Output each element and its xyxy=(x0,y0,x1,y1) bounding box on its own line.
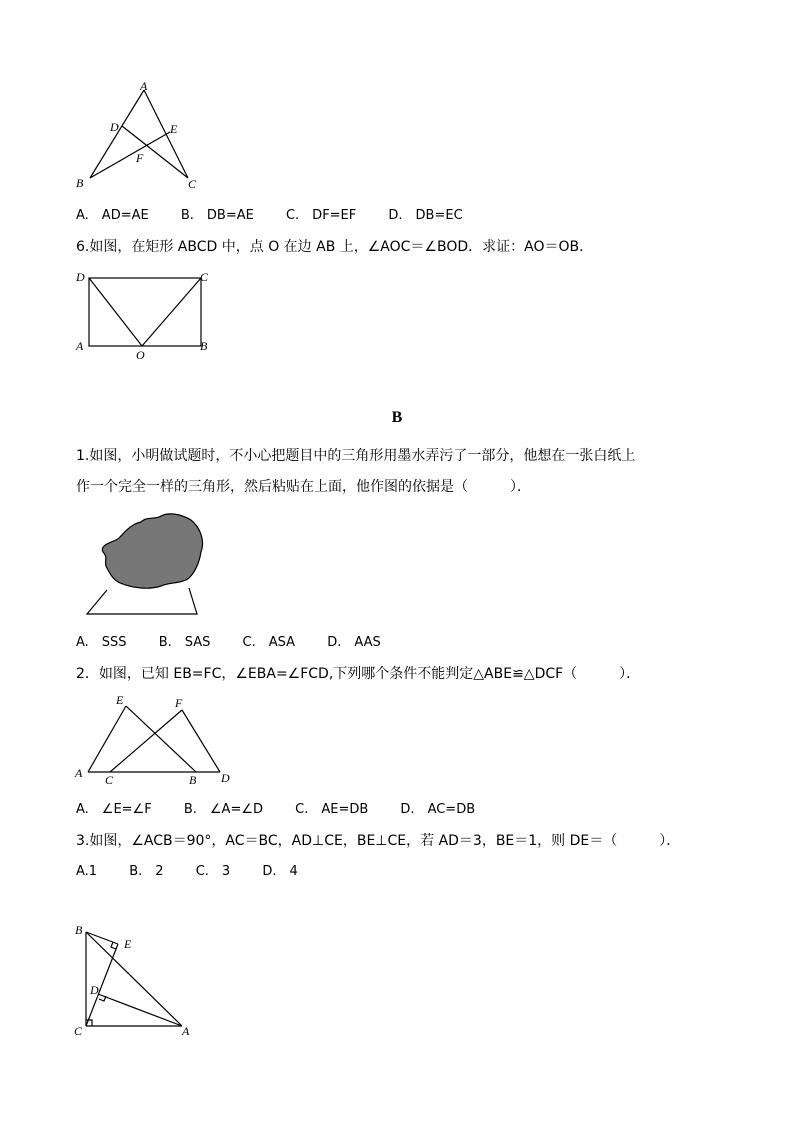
b2-option-b: B. ∠A=∠D xyxy=(183,802,263,817)
q5-label-c: C xyxy=(188,177,197,191)
b1-option-c: C. ASA xyxy=(242,635,296,650)
b3-option-a: A.1 xyxy=(76,864,98,879)
b1-option-a: A. SSS xyxy=(76,635,127,650)
ink-blot xyxy=(102,514,202,588)
q6-text: 6.如图，在矩形 ABCD 中，点 O 在边 AB 上，∠AOC＝∠BOD．求证：AO＝OB． xyxy=(76,239,594,255)
q5-option-a: A. AD=AE xyxy=(76,208,149,223)
b1-option-b: B. SAS xyxy=(158,635,211,650)
b3-label-a: A xyxy=(182,1024,190,1038)
b2-label-c: C xyxy=(105,773,114,787)
q5-option-b: B. DB=AE xyxy=(180,208,254,223)
q5-triangle-figure xyxy=(70,80,210,195)
b3-label-b: B xyxy=(75,923,83,937)
section-b-heading: B xyxy=(391,409,403,426)
q5-option-c: C. DF=EF xyxy=(285,208,357,223)
b3-right-triangle-figure xyxy=(72,922,202,1042)
b2-options xyxy=(76,801,503,819)
q5-label-a: A xyxy=(140,79,148,93)
q6-label-a: A xyxy=(76,339,84,353)
b2-label-a: A xyxy=(75,766,83,780)
q6-label-o: O xyxy=(136,348,145,362)
b2-option-d: D. AC=DB xyxy=(400,802,476,817)
q5-options xyxy=(76,207,491,225)
q6-label-d: D xyxy=(76,270,85,284)
q6-label-c: C xyxy=(200,270,209,284)
q5-label-b: B xyxy=(76,176,84,190)
b1-inkblot-figure xyxy=(85,510,215,620)
b2-option-c: C. AE=DB xyxy=(295,802,369,817)
b2-label-e: E xyxy=(116,693,124,707)
b3-label-c: C xyxy=(74,1024,83,1038)
b3-label-d: D xyxy=(90,983,99,997)
b2-label-f: F xyxy=(175,696,183,710)
q5-label-e: E xyxy=(170,122,178,136)
b1-options xyxy=(76,634,409,652)
b2-label-b: B xyxy=(189,773,197,787)
b2-text: 2．如图，已知 EB=FC，∠EBA=∠FCD,下列哪个条件不能判定△ABE≌△DCF（ ）． xyxy=(76,666,641,682)
b3-text: 3.如图，∠ACB＝90°，AC＝BC，AD⊥CE，BE⊥CE，若 AD＝3，BE＝1，则 DE＝（ ）． xyxy=(76,833,681,849)
b2-label-d: D xyxy=(221,771,230,785)
b1-text-line1: 1.如图，小明做试题时，不小心把题目中的三角形用墨水弄污了一部分，他想在一张白纸上 xyxy=(76,448,636,464)
b1-option-d: D. AAS xyxy=(327,635,381,650)
b1-text-line2: 作一个完全一样的三角形，然后粘贴在上面，他作图的依据是（ ）． xyxy=(76,479,531,495)
b3-option-c: C. 3 xyxy=(195,864,231,879)
q6-rectangle-figure xyxy=(74,268,224,363)
b2-option-a: A. ∠E=∠F xyxy=(76,802,152,817)
b3-label-e: E xyxy=(124,937,132,951)
b3-option-b: B. 2 xyxy=(129,864,164,879)
b2-triangles-figure xyxy=(74,692,234,787)
q5-label-f: F xyxy=(136,151,144,165)
q5-label-d: D xyxy=(110,120,119,134)
b3-option-d: D. 4 xyxy=(262,864,298,879)
q6-label-b: B xyxy=(200,339,208,353)
q5-option-d: D. DB=EC xyxy=(388,208,463,223)
b3-options xyxy=(76,863,326,881)
